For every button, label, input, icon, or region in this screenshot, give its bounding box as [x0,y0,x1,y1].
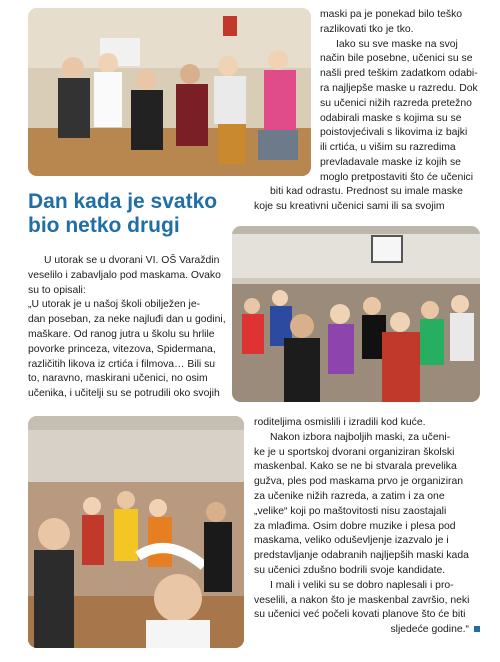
text-line: maskama, veliko oduševljenje izazvalo je i [254,535,449,547]
text-line: koje su kreativni učenici sami ili sa svojim [254,200,445,212]
article-intro [28,254,224,402]
text-line-final [254,623,480,638]
text-line: su učenici već počeli kovati planove što će biti [254,609,466,621]
text-line: odabirali maske s kojima su se [320,112,462,124]
text-line: biti kad odrastu. Prednost su imale maske [270,186,463,197]
text-line: „U utorak je u našoj školi obilježen je- [28,299,201,311]
photo-party-dance [28,416,244,648]
text-line: prevladavale maske iz kojih se [320,156,461,168]
text-line: U utorak se u dvorani VI. OŠ Varaždin [44,255,220,266]
text-line: različitih likova iz crtića i filmova… Bili su [28,358,216,370]
text-line: način bile posebne, učenici su se [320,53,473,65]
text-line: povorke princeza, vitezova, Spidermana, [28,343,216,355]
text-line: predstavljanje odabranih najljepših maski kada [254,550,469,562]
text-line: razlikovati tko je tko. [320,23,414,35]
photo-dancing-hall [28,8,311,176]
text-line: maškare. Od ranog jutra u školu su hrlile [28,328,215,340]
text-line: su učenici nižih razreda pretežno [320,97,472,109]
text-line: I mali i veliki su se dobro naplesali i pro- [270,579,454,591]
text-line: veselilo i zabavljalo pod maskama. Ovako [28,269,221,281]
photo-crowd-gym [232,226,480,402]
text-line: veselili, a nakon što je maskenbal završio, neki [254,594,470,606]
text-line: ili crtića, u višim su razredima [320,142,456,154]
text-line: učenika, i učitelji su se potrudili oko svojih [28,388,220,400]
text-line: gužva, ples pod maskama prvo je organiziran [254,476,464,488]
text-line: za učenike nižih razreda, a zatim i za one [254,490,445,502]
text-line: maski pa je ponekad bilo teško [320,9,463,20]
text-line: su učenici zdušno bodrili svoje kandidate. [254,564,446,576]
article-title: Dan kada je svatko bio netko drugi [28,190,218,237]
article-text-bottom [254,416,480,638]
text-line: su to opisali: [28,284,86,296]
text-line: moglo pretpostaviti što će učenici [320,171,474,183]
text-line: dan poseban, za neke najluđi dan u godini, [28,314,226,326]
text-line: poistovjećivali s likovima iz bajki [320,127,468,139]
text-line: ra najljepše maske u razredu. Dok [320,82,478,94]
article-text-top-wide [254,185,480,215]
text-line: to, naravno, maskirani učenici, no osim [28,373,208,385]
text-line: maskenbal. Kako se ne bi stvarala prevelika [254,461,457,473]
final-line-text: sljedeće godine.“ [390,624,469,636]
text-line: za mlađima. Osim dobre muzike i plesa pod [254,520,456,532]
text-line: ke je u sportskoj dvorani organiziran školski [254,446,455,458]
article-text-top [320,8,480,186]
text-line: roditeljima osmislili i izradili kod kuće. [254,417,426,428]
text-line: Iako su sve maske na svoj [336,38,458,50]
text-line: „velike“ koji po maštovitosti nisu zaostajali [254,505,447,517]
end-mark-square [474,626,480,632]
text-line: Nakon izbora najboljih maski, za učeni- [270,431,451,443]
text-line: našli pred teškim zadatkom odabi- [320,68,478,80]
